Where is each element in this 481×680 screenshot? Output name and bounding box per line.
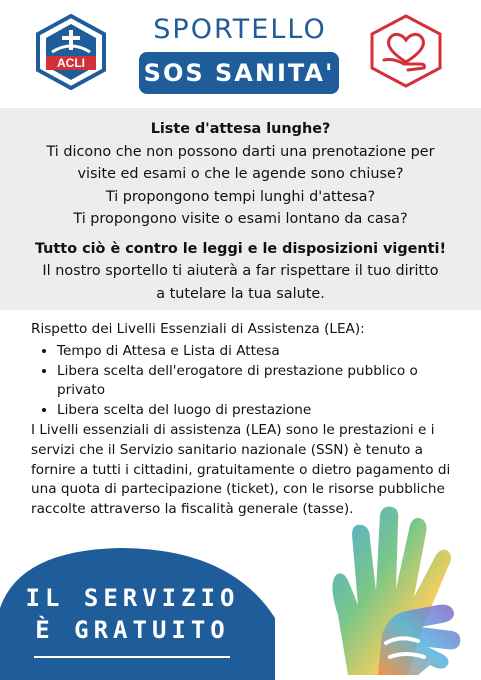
colorful-hands-icon <box>318 505 468 675</box>
underline-divider <box>34 656 230 658</box>
intro-warning: Tutto ciò è contro le leggi e le disposizioni vigenti! <box>34 240 447 257</box>
heart-hand-icon <box>370 14 442 88</box>
free-service-line: È GRATUITO <box>35 616 230 644</box>
intro-line: Ti propongono tempi lunghi d'attesa? <box>105 188 376 205</box>
intro-line: Ti propongono visite o esami lontano da casa? <box>73 211 408 227</box>
free-service-banner <box>0 582 265 646</box>
details-lead: Rispetto dei Livelli Essenziali di Assistenza (LEA): <box>31 321 365 337</box>
page-title: SPORTELLO <box>153 14 327 45</box>
details-section <box>31 320 461 520</box>
intro-heading: Liste d'attesa lunghe? <box>150 121 331 137</box>
list-item: • Libera scelta del luogo di prestazione <box>57 401 461 421</box>
acli-logo-icon <box>36 14 106 90</box>
header <box>0 0 481 108</box>
list-item: • Tempo di Attesa e Lista di Attesa <box>57 342 461 362</box>
intro-line: Ti dicono che non possono darti una prenotazione per <box>46 143 435 160</box>
support-line: a tutelare la tua salute. <box>156 285 325 302</box>
list-item: • Libera scelta dell'erogatore di prestazione pubblico o privato <box>57 362 461 402</box>
support-line: Il nostro sportello ti aiuterà a far rispettare il tuo diritto <box>42 263 439 279</box>
free-service-line: IL SERVIZIO <box>25 584 240 612</box>
intro-box <box>0 108 481 310</box>
intro-line: visite ed esami o che le agende sono chiuse? <box>77 166 404 182</box>
rights-list <box>31 342 461 421</box>
logo-text: ACLI <box>57 56 85 70</box>
details-paragraph: I Livelli essenziali di assistenza (LEA) sono le prestazioni e i servizi che il Servizio sanitario nazionale (SSN) è tenuto a fornire a tutti i cittadini, gratuitamente o dietro pagamento di una quota di partecipazione (ticket), con le risorse pubbliche raccolte attraverso la fiscalità generale (tasse). <box>31 421 451 518</box>
title-banner: SOS SANITA' <box>139 52 339 94</box>
